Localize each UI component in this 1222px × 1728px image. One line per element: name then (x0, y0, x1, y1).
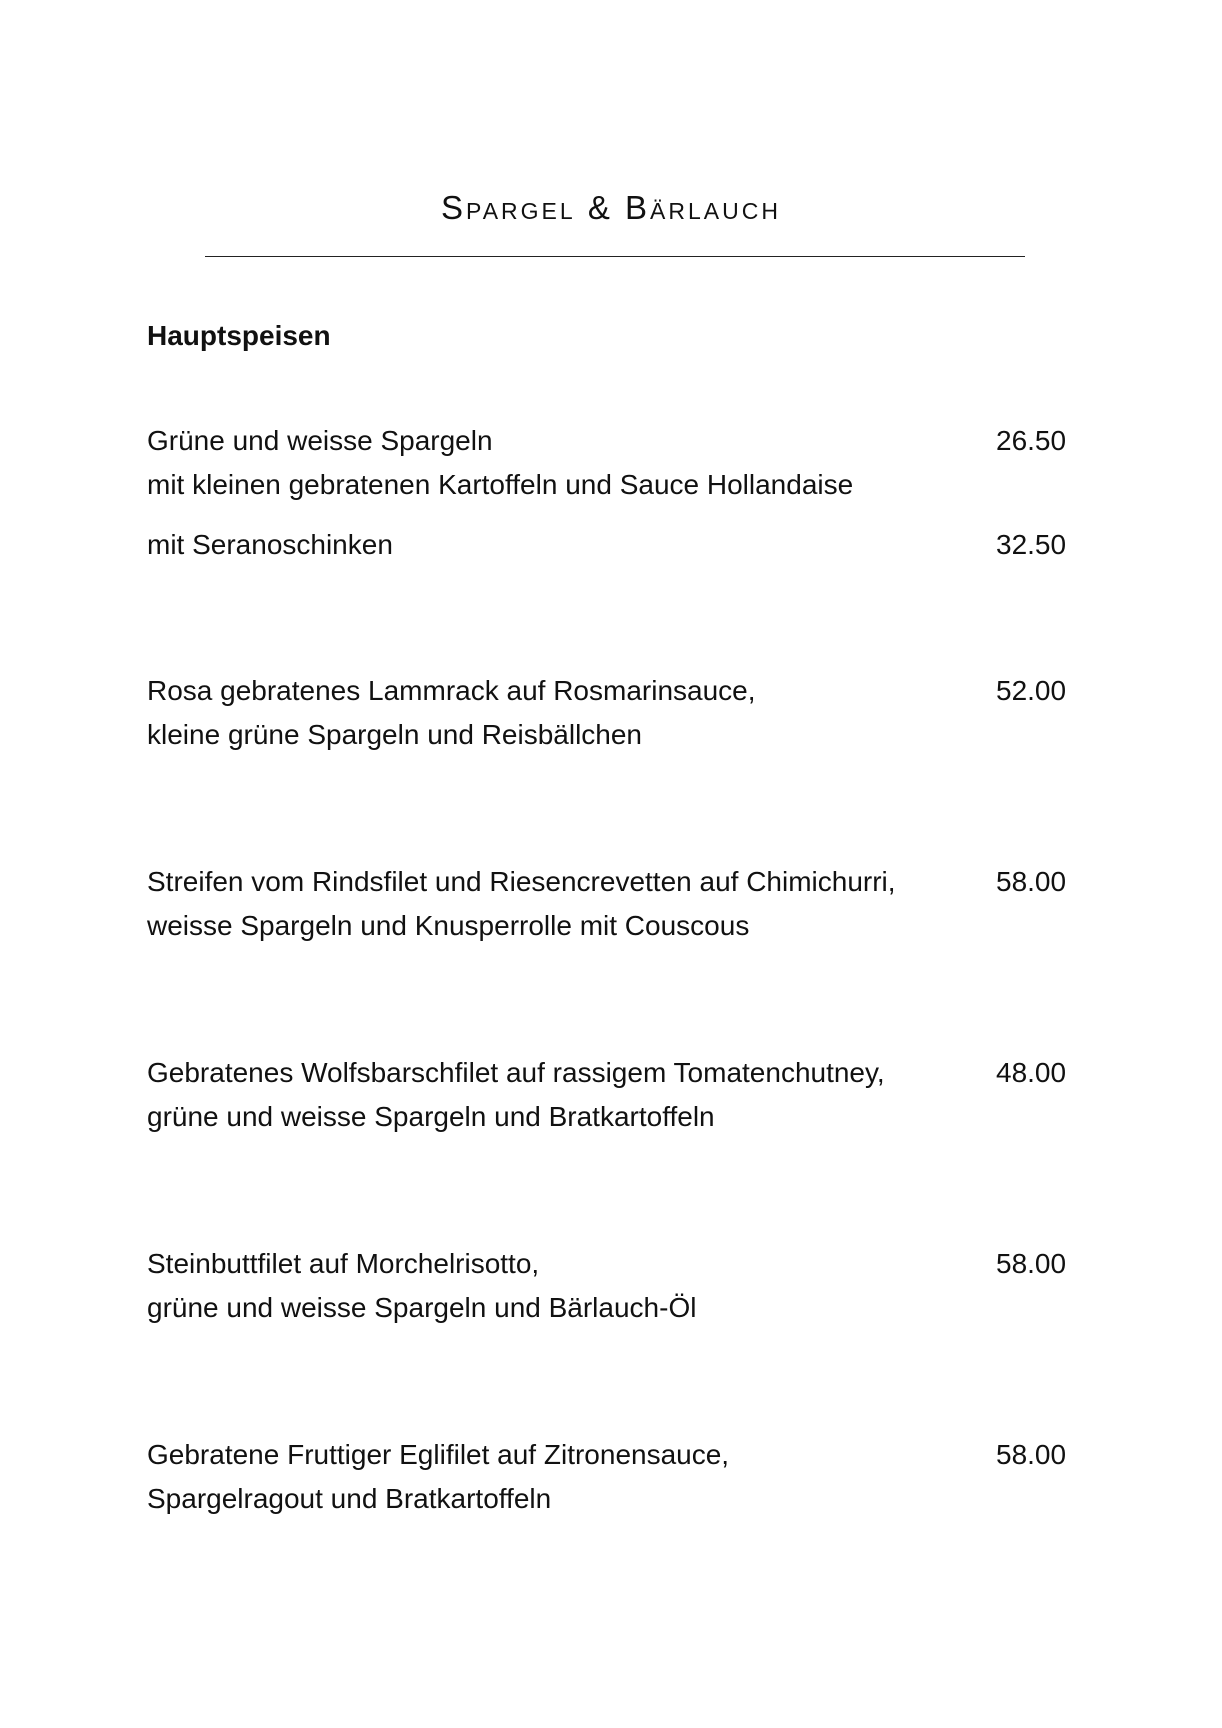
title-divider (205, 256, 1025, 257)
menu-item (147, 419, 1071, 507)
section-heading: Hauptspeisen (147, 320, 331, 351)
dish-name: Gebratene Fruttiger Eglifilet auf Zitronensauce, (147, 1439, 730, 1470)
dish-price: 32.50 (996, 529, 1067, 560)
dish-description: grüne und weisse Spargeln und Bärlauch-Öl (147, 1292, 697, 1323)
dish-description: Spargelragout und Bratkartoffeln (147, 1483, 552, 1514)
dish-description: grüne und weisse Spargeln und Bratkartoffeln (147, 1101, 715, 1132)
dish-name: mit Seranoschinken (147, 529, 393, 560)
dish-description: mit kleinen gebratenen Kartoffeln und Sauce Hollandaise (147, 469, 854, 500)
dish-description: weisse Spargeln und Knusperrolle mit Couscous (147, 910, 750, 941)
menu-item (147, 1051, 1071, 1139)
dish-description: kleine grüne Spargeln und Reisbällchen (147, 719, 643, 750)
dish-name: Rosa gebratenes Lammrack auf Rosmarinsauce, (147, 675, 756, 706)
menu-item (147, 669, 1071, 757)
menu-item (147, 860, 1071, 948)
dish-name: Steinbuttfilet auf Morchelrisotto, (147, 1248, 540, 1279)
dish-price: 58.00 (996, 1439, 1067, 1470)
dish-price: 58.00 (996, 866, 1067, 897)
dish-name: Streifen vom Rindsfilet und Riesencrevetten auf Chimichurri, (147, 866, 896, 897)
dish-price: 26.50 (996, 425, 1067, 456)
menu-item (147, 1242, 1071, 1330)
dish-name: Gebratenes Wolfsbarschfilet auf rassigem Tomatenchutney, (147, 1057, 885, 1088)
dish-price: 48.00 (996, 1057, 1067, 1088)
menu-item-variant (147, 523, 1071, 567)
dish-price: 58.00 (996, 1248, 1067, 1279)
menu-title: Spargel & Bärlauch (441, 189, 781, 226)
menu-item (147, 1433, 1071, 1521)
dish-price: 52.00 (996, 675, 1067, 706)
dish-name: Grüne und weisse Spargeln (147, 425, 493, 456)
